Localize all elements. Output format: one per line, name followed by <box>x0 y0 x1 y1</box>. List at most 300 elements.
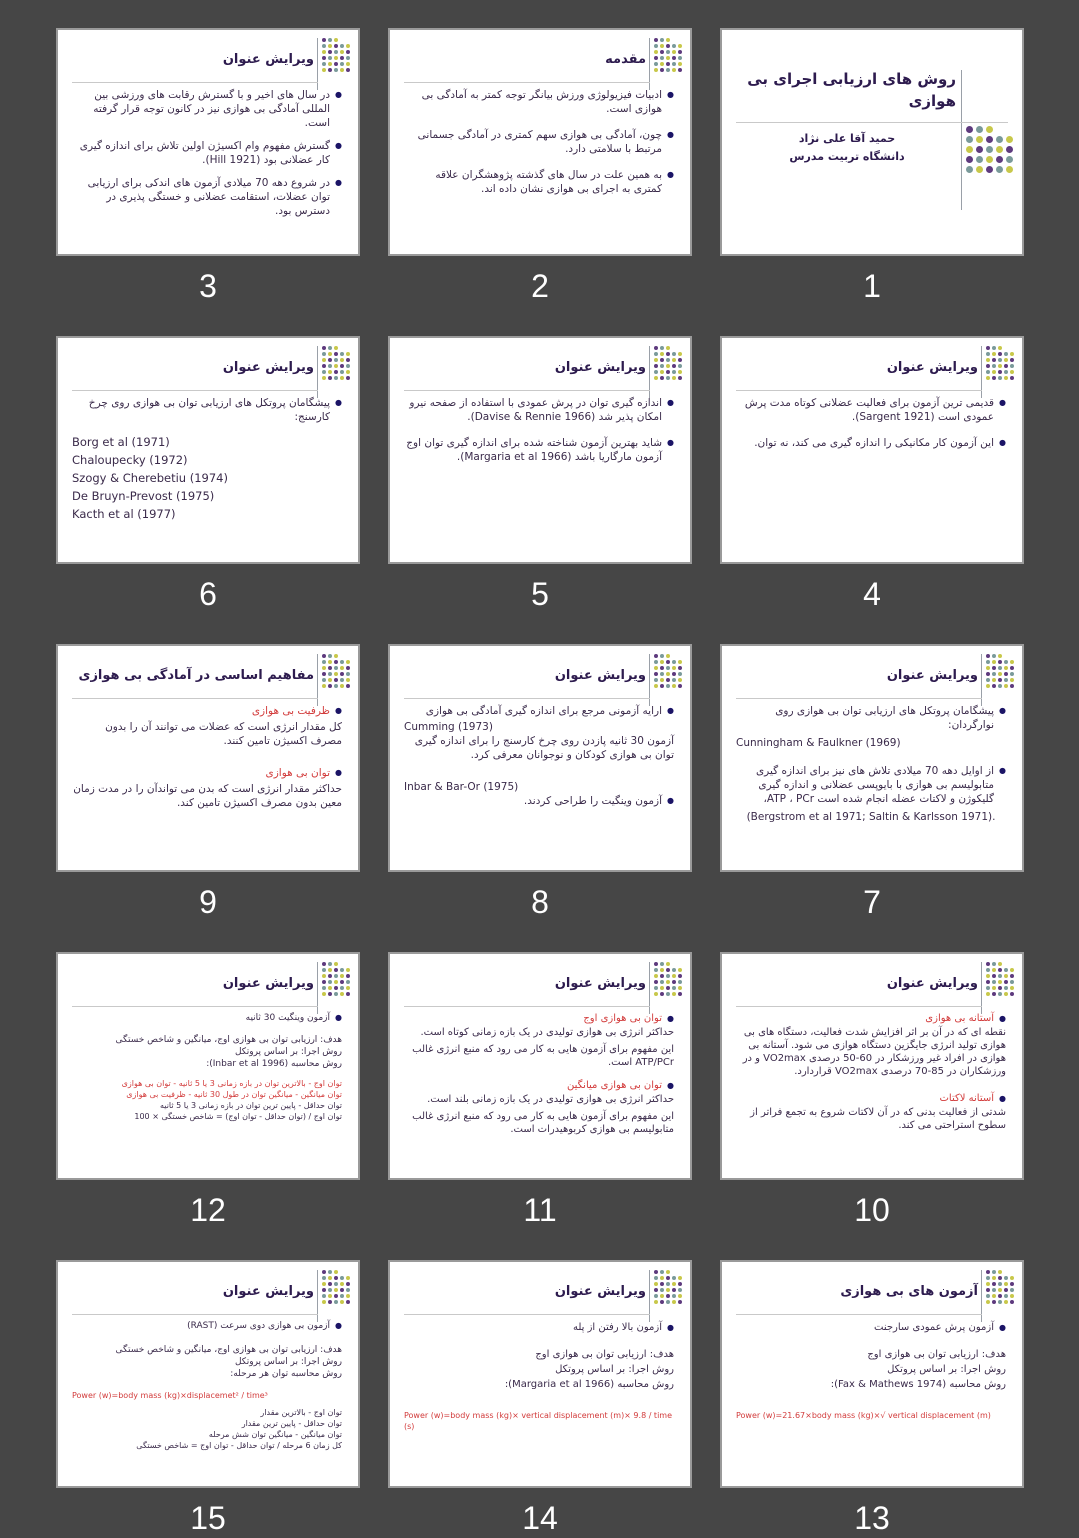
dot <box>346 352 350 356</box>
dot <box>340 1294 344 1298</box>
dot <box>1004 974 1008 978</box>
decorative-dots-icon <box>322 962 350 1002</box>
dot <box>986 1294 990 1298</box>
dot <box>334 68 338 72</box>
dot <box>986 678 990 682</box>
dot <box>992 962 996 966</box>
dot <box>998 986 1002 990</box>
dot <box>346 38 350 42</box>
dot <box>340 44 344 48</box>
dot <box>1010 1288 1014 1292</box>
dot <box>666 38 670 42</box>
dot <box>340 346 344 350</box>
slide-thumbnail-13[interactable] <box>720 1260 1024 1488</box>
slide-title: ویرایش عنوان <box>554 1284 646 1299</box>
dot <box>986 126 993 133</box>
dot <box>328 980 332 984</box>
dot <box>678 992 682 996</box>
dot <box>986 968 990 972</box>
dot <box>966 156 973 163</box>
dot <box>334 654 338 658</box>
dot <box>660 660 664 664</box>
dot <box>998 1288 1002 1292</box>
dot <box>334 38 338 42</box>
dot <box>654 62 658 66</box>
dot <box>986 1276 990 1280</box>
bullet-text: ● این آزمون کار مکانیکی را اندازه گیری می کند، نه توان. <box>736 436 1006 450</box>
dot <box>328 1282 332 1286</box>
slide-body <box>72 1012 342 1122</box>
dot <box>346 980 350 984</box>
slide-number: 14 <box>522 1500 558 1536</box>
divider <box>404 390 650 391</box>
dot <box>1010 1294 1014 1298</box>
dot <box>998 1276 1002 1280</box>
dot <box>1010 992 1014 996</box>
dot <box>1006 146 1013 153</box>
dot <box>654 1270 658 1274</box>
bullet-text: ● در شروع دهه 70 میلادی آزمون های اندکی برای ارزیابی توان عضلات، استقامت عضلانی و خستگی پذیری در دسترس بود. <box>72 176 342 218</box>
dot <box>328 370 332 374</box>
dot <box>660 38 664 42</box>
dot <box>986 992 990 996</box>
dot <box>328 986 332 990</box>
dot <box>992 352 996 356</box>
dot <box>1010 968 1014 972</box>
dot <box>340 1282 344 1286</box>
dot <box>986 1270 990 1274</box>
dot <box>328 358 332 362</box>
concept-heading: ● توان بی هوازی میانگین <box>404 1079 674 1092</box>
dot <box>328 62 332 66</box>
slide-title: ویرایش عنوان <box>222 52 314 67</box>
slide-body <box>404 1012 674 1143</box>
dot <box>966 136 973 143</box>
calc-text: روش محاسبه (Inbar et al 1996): <box>206 1059 342 1069</box>
dot <box>1004 352 1008 356</box>
dot <box>654 1282 658 1286</box>
dot <box>992 1288 996 1292</box>
slide-thumbnail-7[interactable] <box>720 644 1024 872</box>
dot <box>660 1276 664 1280</box>
dot <box>998 974 1002 978</box>
dot <box>1010 376 1014 380</box>
dot <box>654 654 658 658</box>
slide-number: 5 <box>531 576 549 612</box>
goal-text: هدف: ارزیابی توان بی هوازی اوج <box>535 1349 674 1360</box>
dot <box>660 974 664 978</box>
dot <box>1004 654 1008 658</box>
dot <box>1010 980 1014 984</box>
dot <box>996 126 1003 133</box>
slide-title: ویرایش عنوان <box>886 360 978 375</box>
dot <box>986 352 990 356</box>
dot <box>996 146 1003 153</box>
dot <box>678 370 682 374</box>
dot <box>322 992 326 996</box>
concept-text: حداکثر مقدار انرژی است که بدن می تواندآن را در مدت زمان معین بدون مصرف اکسیژن تامین کند. <box>73 783 342 809</box>
dot <box>998 684 1002 688</box>
dot <box>672 678 676 682</box>
slide-thumbnail-12[interactable] <box>56 952 360 1180</box>
slide-thumbnail-14[interactable] <box>388 1260 692 1488</box>
dot <box>992 986 996 990</box>
dot <box>966 126 973 133</box>
dot <box>346 968 350 972</box>
slide-thumbnail-3[interactable] <box>56 28 360 256</box>
dot <box>346 68 350 72</box>
dot <box>340 980 344 984</box>
dot <box>1004 1270 1008 1274</box>
bullet-text: ● از اوایل دهه 70 میلادی تلاش های نیز برای اندازه گیری متابولیسم بی هوازی با بایوپسی عضلانی و اندازه گیری گلیکوژن و لاکتات عضله انجام شده است ATP ، PCr، <box>736 764 1006 806</box>
dot <box>660 352 664 356</box>
dot <box>678 44 682 48</box>
goal-text: هدف: ارزیابی توان بی هوازی اوج <box>867 1349 1006 1360</box>
dot <box>996 156 1003 163</box>
dot <box>992 1270 996 1274</box>
dot <box>660 1300 664 1304</box>
dot <box>666 986 670 990</box>
dot <box>678 376 682 380</box>
dot <box>654 44 658 48</box>
dot <box>998 962 1002 966</box>
slide-thumbnail-5[interactable] <box>388 336 692 564</box>
dot <box>328 992 332 996</box>
reference: Chaloupecky (1972) <box>72 453 188 467</box>
decorative-dots-icon <box>986 654 1014 694</box>
dot <box>322 660 326 664</box>
dot <box>1010 352 1014 356</box>
dot <box>666 1288 670 1292</box>
dot <box>340 1276 344 1280</box>
bullet-text: ● ارایه آزمونی مرجع برای اندازه گیری آمادگی بی هوازی <box>404 704 674 718</box>
dot <box>328 50 332 54</box>
dot <box>1004 992 1008 996</box>
slide-body <box>72 1320 342 1451</box>
dot <box>334 62 338 66</box>
dot <box>986 1288 990 1292</box>
dot <box>992 684 996 688</box>
dot <box>654 992 658 996</box>
dot <box>1010 666 1014 670</box>
slide-number: 8 <box>531 884 549 920</box>
body-text: آزمون 30 ثانیه پازدن روی چرخ کارسنج را برای اندازه گیری توان بی هوازی کودکان و نوجوانان معرفی کرد. <box>414 735 674 761</box>
dot <box>328 44 332 48</box>
dot <box>654 1288 658 1292</box>
dot <box>340 672 344 676</box>
dot <box>654 346 658 350</box>
dot <box>334 980 338 984</box>
slide-thumbnail-9[interactable] <box>56 644 360 872</box>
concept-text: این مفهوم برای آزمون هایی به کار می رود که منبع انرژی غالب ATP/PCr است. <box>412 1044 674 1068</box>
reference: (Bergstrom et al 1971; Saltin & Karlsson 1971). <box>746 811 996 823</box>
bullet-text: ● قدیمی ترین آزمون برای فعالیت عضلانی کوتاه مدت پرش عمودی است (Sargent 1921). <box>736 396 1006 424</box>
author-affiliation: دانشگاه تربیت مدرس <box>789 150 905 163</box>
bullet-text: ● آزمون بی هوازی دوی سرعت (RAST) <box>72 1320 342 1332</box>
dot <box>678 968 682 972</box>
dot <box>1004 962 1008 966</box>
dot <box>654 980 658 984</box>
dot <box>328 346 332 350</box>
dot <box>654 974 658 978</box>
slide-title: ویرایش عنوان <box>554 360 646 375</box>
dot <box>322 1288 326 1292</box>
dot <box>340 1270 344 1274</box>
dot <box>666 358 670 362</box>
dot <box>992 1300 996 1304</box>
formula-line: توان اوج - بالاترین توان در بازه زمانی 3 یا 5 ثانیه - توان بی هوازی <box>121 1079 342 1088</box>
dot <box>346 974 350 978</box>
dot <box>334 968 338 972</box>
divider <box>72 1314 318 1315</box>
dot <box>660 672 664 676</box>
dot <box>654 968 658 972</box>
dot <box>986 146 993 153</box>
dot <box>992 1294 996 1298</box>
dot <box>340 364 344 368</box>
divider <box>404 698 650 699</box>
slide-thumbnail-15[interactable] <box>56 1260 360 1488</box>
dot <box>654 370 658 374</box>
slide-thumbnail-2[interactable] <box>388 28 692 256</box>
divider <box>736 122 1008 123</box>
dot <box>334 1270 338 1274</box>
dot <box>678 62 682 66</box>
dot <box>992 358 996 362</box>
dot <box>1004 666 1008 670</box>
dot <box>976 136 983 143</box>
reference: Cumming (1973) <box>404 721 493 733</box>
dot <box>328 352 332 356</box>
dot <box>1004 986 1008 990</box>
dot <box>992 364 996 368</box>
slide-thumbnail-1[interactable] <box>720 28 1024 256</box>
reference: Szogy & Cherebetiu (1974) <box>72 471 228 485</box>
dot <box>328 56 332 60</box>
dot <box>334 986 338 990</box>
slide-thumbnail-10[interactable] <box>720 952 1024 1180</box>
dot <box>1010 358 1014 362</box>
dot <box>346 358 350 362</box>
dot <box>346 1276 350 1280</box>
slide-body <box>72 88 342 227</box>
dot <box>334 1282 338 1286</box>
divider <box>72 698 318 699</box>
divider <box>736 1006 982 1007</box>
dot <box>986 358 990 362</box>
dot <box>678 38 682 42</box>
goal-text: هدف: ارزیابی توان بی هوازی اوج، میانگین و شاخص خستگی <box>115 1345 342 1355</box>
dot <box>992 660 996 664</box>
dot <box>672 980 676 984</box>
dot <box>672 1270 676 1274</box>
dot <box>1010 370 1014 374</box>
dot <box>1010 1276 1014 1280</box>
bullet-text: ● به همین علت در سال های گذشته پژوهشگران علاقه کمتری به اجرای بی هوازی نشان داده اند. <box>404 168 674 196</box>
dot <box>678 358 682 362</box>
dot <box>672 44 676 48</box>
bullet-text: ● اندازه گیری توان در پرش عمودی با استفاده از صفحه نیرو امکان پذیر شد (Davise & Rennie 1966). <box>404 396 674 424</box>
dot <box>660 1288 664 1292</box>
dot <box>672 986 676 990</box>
slide-body <box>736 396 1006 459</box>
bullet-text: ● آزمون پرش عمودی سارجنت <box>736 1320 1006 1335</box>
dot <box>346 962 350 966</box>
decorative-dots-icon <box>322 346 350 386</box>
dot <box>654 1300 658 1304</box>
dot <box>678 352 682 356</box>
dot <box>654 364 658 368</box>
dot <box>654 666 658 670</box>
dot <box>328 672 332 676</box>
slide-number: 7 <box>863 884 881 920</box>
dot <box>672 370 676 374</box>
concept-text: حداکثر انرژی بی هوازی تولیدی در یک بازه زمانی بلند است. <box>427 1094 674 1105</box>
dot <box>346 346 350 350</box>
dot <box>996 166 1003 173</box>
divider <box>72 1006 318 1007</box>
dot <box>340 50 344 54</box>
slide-title: ویرایش عنوان <box>886 668 978 683</box>
reference: De Bruyn-Prevost (1975) <box>72 489 215 503</box>
decorative-dots-icon <box>966 126 1012 182</box>
dot <box>322 968 326 972</box>
dot <box>986 672 990 676</box>
dot <box>334 666 338 670</box>
dot <box>998 370 1002 374</box>
dot <box>346 678 350 682</box>
dot <box>660 968 664 972</box>
method-text: روش اجرا: بر اساس پروتکل <box>887 1364 1006 1375</box>
dot <box>654 376 658 380</box>
dot <box>660 1270 664 1274</box>
dot <box>660 654 664 658</box>
method-text: روش اجرا: بر اساس پروتکل <box>555 1364 674 1375</box>
dot <box>666 50 670 54</box>
dot <box>322 666 326 670</box>
dot <box>328 666 332 670</box>
dot <box>660 346 664 350</box>
dot <box>672 56 676 60</box>
slide-title: ویرایش عنوان <box>222 1284 314 1299</box>
concept-text: حداکثر انرژی بی هوازی تولیدی در یک بازه زمانی کوتاه است. <box>420 1027 674 1038</box>
dot <box>328 1276 332 1280</box>
formula-line: توان اوج / (توان حداقل - توان اوج) = شاخص خستگی × 100 <box>134 1112 342 1121</box>
dot <box>672 364 676 368</box>
dot <box>346 44 350 48</box>
dot <box>654 352 658 356</box>
dot <box>334 358 338 362</box>
divider <box>404 82 650 83</box>
dot <box>346 684 350 688</box>
dot <box>666 980 670 984</box>
dot <box>666 660 670 664</box>
dot <box>340 962 344 966</box>
dot <box>986 654 990 658</box>
dot <box>678 1300 682 1304</box>
dot <box>654 660 658 664</box>
dot <box>322 974 326 978</box>
dot <box>1004 672 1008 676</box>
dot <box>666 968 670 972</box>
dot <box>666 1300 670 1304</box>
dot <box>678 68 682 72</box>
dot <box>1004 1276 1008 1280</box>
dot <box>346 56 350 60</box>
dot <box>654 358 658 362</box>
slide-thumbnail-4[interactable] <box>720 336 1024 564</box>
dot <box>678 1294 682 1298</box>
dot <box>346 1288 350 1292</box>
dot <box>654 1294 658 1298</box>
dot <box>998 980 1002 984</box>
dot <box>334 1276 338 1280</box>
dot <box>666 44 670 48</box>
slide-thumbnail-11[interactable] <box>388 952 692 1180</box>
dot <box>672 684 676 688</box>
decorative-dots-icon <box>986 1270 1014 1310</box>
dot <box>1004 358 1008 362</box>
dot <box>992 980 996 984</box>
dot <box>328 678 332 682</box>
dot <box>666 672 670 676</box>
dot <box>322 376 326 380</box>
dot <box>660 962 664 966</box>
dot <box>340 62 344 66</box>
dot <box>322 352 326 356</box>
dot <box>678 678 682 682</box>
dot <box>654 986 658 990</box>
dot <box>346 1300 350 1304</box>
dot <box>654 68 658 72</box>
calc-text: روش محاسبه (Fax & Mathews 1974): <box>830 1379 1006 1390</box>
slide-thumbnail-6[interactable] <box>56 336 360 564</box>
dot <box>328 684 332 688</box>
dot <box>672 654 676 658</box>
decorative-dots-icon <box>654 346 682 386</box>
decorative-dots-icon <box>654 1270 682 1310</box>
dot <box>322 56 326 60</box>
slide-number: 11 <box>523 1192 557 1228</box>
dot <box>666 346 670 350</box>
bullet-text: ● آزمون بالا رفتن از پله <box>404 1320 674 1335</box>
dot <box>660 1294 664 1298</box>
dot <box>334 660 338 664</box>
dot <box>660 666 664 670</box>
dot <box>328 968 332 972</box>
slide-body <box>404 1320 674 1432</box>
slide-number: 15 <box>190 1500 226 1536</box>
dot <box>666 992 670 996</box>
dot <box>328 1270 332 1274</box>
slide-body <box>72 396 342 523</box>
calc-text: روش محاسبه (Margaria et al 1966): <box>504 1379 674 1390</box>
dot <box>328 654 332 658</box>
dot <box>976 146 983 153</box>
slide-thumbnail-8[interactable] <box>388 644 692 872</box>
divider <box>72 390 318 391</box>
dot <box>998 1300 1002 1304</box>
dot <box>340 666 344 670</box>
dot <box>678 1270 682 1274</box>
dot <box>1006 166 1013 173</box>
dot <box>334 962 338 966</box>
formula-line: توان اوج - بالاترین مقدار <box>260 1408 342 1417</box>
dot <box>334 678 338 682</box>
dot <box>660 364 664 368</box>
slide-number: 4 <box>863 576 881 612</box>
dot <box>334 56 338 60</box>
